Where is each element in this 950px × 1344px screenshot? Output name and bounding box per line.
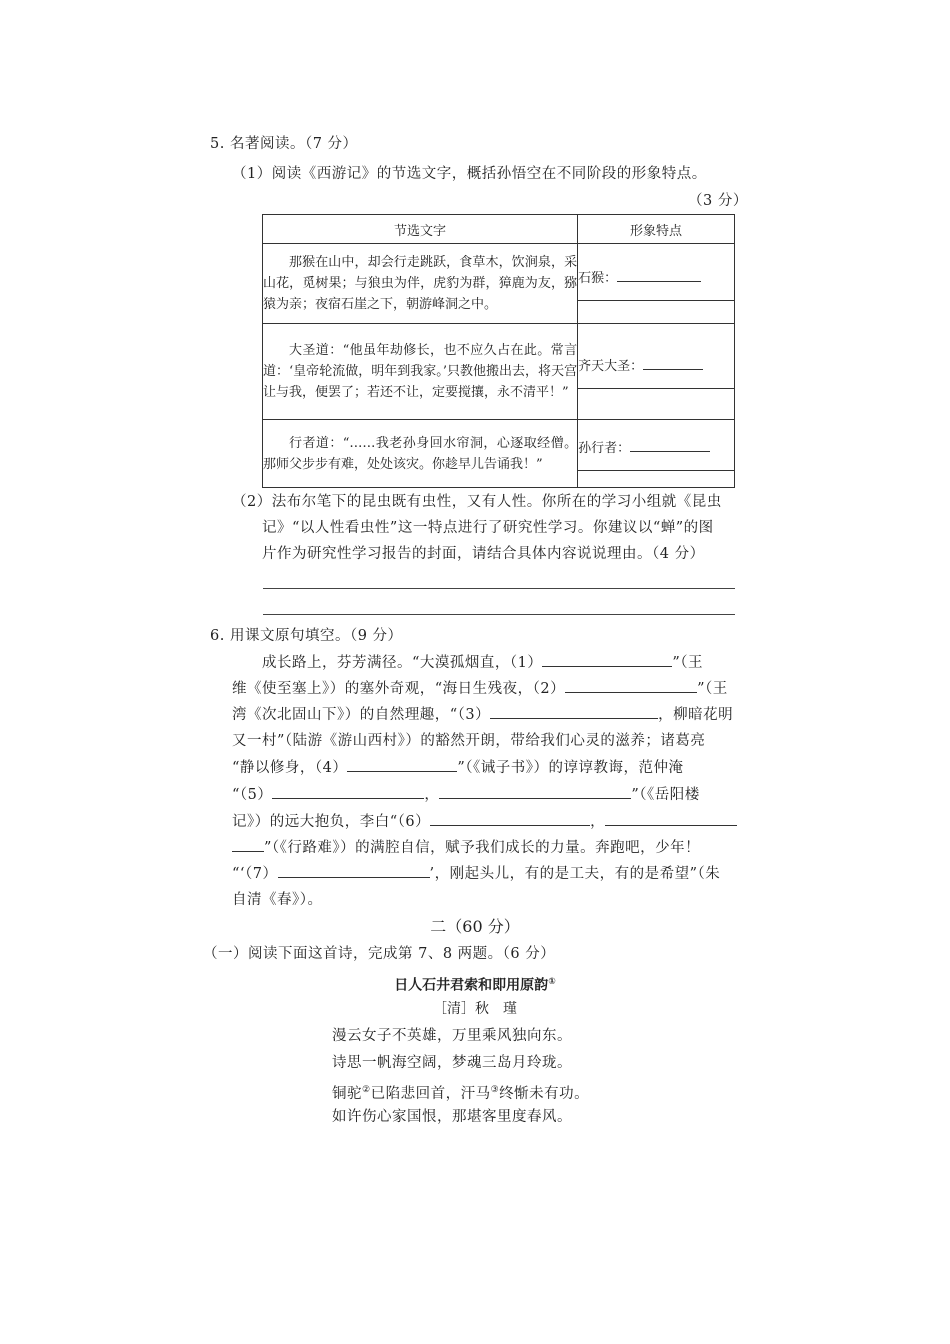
answer-line[interactable] (263, 614, 735, 615)
passage-text: 行者道：“……我老孙身回水帘洞，心逐取经僧。那师父步步有难，处处该灾。你趁早儿告诵我！” (263, 435, 578, 472)
fill-blank-4[interactable] (347, 757, 457, 772)
q6-line: 记》）的远大抱负，李白“（6） ， (232, 811, 737, 832)
poem-line: 铜驼②已陷悲回首，汗马③终惭未有功。 (332, 1085, 590, 1102)
q6-line: “‘（7） ’，刚起头儿，有的是工夫，有的是希望”（朱 (232, 863, 720, 884)
q5-table (262, 214, 735, 488)
header-passage: 节选文字 (263, 215, 578, 244)
part2-heading: 二（60 分） (430, 917, 520, 936)
passage-text: 大圣道：“他虽年劫修长，也不应久占在此。常言道：‘皇帝轮流做，明年到我家。’只教他搬出去，将天宫让与我，便罢了；若还不让，定要搅攘，永不清平！” (263, 343, 578, 400)
trait-cell (578, 324, 735, 420)
q6-line: “静以修身，（4） ”（《诫子书》）的谆谆教诲，范仲淹 (232, 757, 684, 778)
q6-line: 自清《春》）。 (232, 892, 323, 908)
q6-title: 6. 用课文原句填空。（9 分） (210, 628, 403, 644)
q5-sub2-line: 片作为研究性学习报告的封面，请结合具体内容说说理由。（4 分） (262, 546, 705, 562)
fill-blank-5a[interactable] (272, 784, 424, 799)
q6-line: 湾《次北固山下》）的自然理趣，“（3） ，柳暗花明 (232, 704, 733, 725)
poem-title: 日人石井君索和即用原韵① (394, 977, 556, 994)
passage-text: 那猴在山中，却会行走跳跃，食草木，饮涧泉，采山花，觅树果；与狼虫为伴，虎豹为群，獐鹿为友，猕猿为亲；夜宿石崖之下，朝游峰洞之中。 (263, 255, 578, 312)
q5-sub2-line: 记》“以人性看虫性”这一特点进行了研究性学习。你建议以“蝉”的图 (262, 520, 714, 536)
fill-blank-6a[interactable] (430, 811, 590, 826)
fill-blank-7[interactable] (278, 863, 430, 878)
q6-line: 维《使至塞上》）的塞外奇观，“海日生残夜，（2） ”（王 (232, 678, 728, 699)
q5-sub1-score: （3 分） (688, 193, 748, 209)
passage-cell (263, 420, 578, 488)
fill-blank-1[interactable] (542, 652, 672, 667)
fill-blank-6b[interactable] (605, 811, 737, 826)
q6-line: 又一村”（陆游《游山西村》）的豁然开朗，带给我们心灵的滋养；诸葛亮 (232, 733, 706, 749)
poem-line: 漫云女子不英雄，万里乘风独向东。 (332, 1028, 572, 1044)
fill-blank-2[interactable] (565, 678, 697, 693)
header-trait: 形象特点 (578, 215, 735, 244)
fill-blank-6b-cont[interactable] (232, 837, 264, 852)
q6-line: 成长路上，芬芳满径。“大漠孤烟直，（1） ”（王 (262, 652, 703, 673)
trait-cell (578, 244, 735, 324)
answer-line[interactable] (578, 388, 734, 389)
q6-line: “（5） ， ”（《岳阳楼 (232, 784, 700, 805)
answer-blank[interactable] (617, 267, 701, 282)
poem-author: ［清］秋 瑾 (433, 1001, 517, 1017)
trait-label: 石猴： (578, 270, 618, 286)
part2-intro: （一）阅读下面这首诗，完成第 7、8 两题。（6 分） (203, 946, 556, 962)
trait-label: 齐天大圣： (578, 358, 644, 374)
trait-cell (578, 420, 735, 488)
fill-blank-5b[interactable] (439, 784, 631, 799)
answer-blank[interactable] (643, 355, 703, 370)
poem-line: 诗思一帆海空阔，梦魂三岛月玲珑。 (332, 1055, 572, 1071)
trait-label: 孙行者： (578, 440, 631, 456)
q6-line: ”（《行路难》）的满腔自信，赋予我们成长的力量。奔跑吧，少年！ (232, 837, 700, 858)
passage-cell (263, 244, 578, 324)
fill-blank-3[interactable] (490, 704, 658, 719)
answer-line[interactable] (263, 588, 735, 589)
passage-cell (263, 324, 578, 420)
poem-line: 如许伤心家国恨，那堪客里度春风。 (332, 1109, 572, 1125)
q5-title: 5. 名著阅读。（7 分） (210, 136, 358, 152)
q5-sub2-line: （2）法布尔笔下的昆虫既有虫性，又有人性。你所在的学习小组就《昆虫 (232, 494, 722, 510)
answer-line[interactable] (578, 470, 734, 471)
q5-sub1: （1）阅读《西游记》的节选文字，概括孙悟空在不同阶段的形象特点。 (232, 166, 707, 182)
answer-blank[interactable] (630, 437, 710, 452)
answer-line[interactable] (578, 300, 734, 301)
